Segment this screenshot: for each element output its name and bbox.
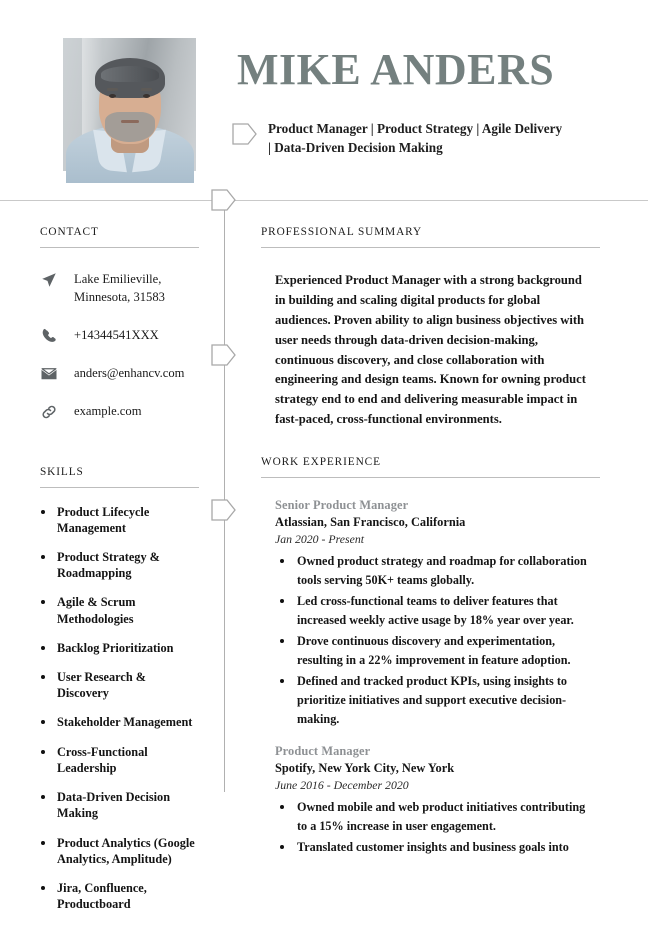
list-item: Stakeholder Management [40,714,199,730]
pentagon-marker-icon [232,123,257,145]
experience-entry [275,744,600,857]
skills-rule [40,487,199,488]
tagline: Product Manager | Product Strategy | Agile Delivery | Data-Driven Decision Making [268,121,563,155]
job-title: Senior Product Manager [275,498,409,513]
summary-rule [261,247,600,248]
job-company: Atlassian, San Francisco, California [275,515,466,530]
job-title: Product Manager [275,744,371,759]
list-item: Product Analytics (Google Analytics, Amplitude) [40,835,199,867]
contact-rule [40,247,199,248]
job-dates: Jan 2020 - Present [275,532,365,547]
contact-item-email[interactable] [40,364,199,383]
list-item: Defined and tracked product KPIs, using insights to prioritize initiatives and support executive decision-making. [275,672,595,728]
contact-phone-text: +14344541XXX [74,327,159,342]
job-bullets [275,798,600,857]
list-item: Led cross-functional teams to deliver features that increased weekly active usage by 18% year over year. [275,592,595,629]
list-item: User Research & Discovery [40,669,199,701]
right-column [225,200,648,873]
left-column [0,200,223,925]
skills-list [40,504,199,913]
job-company: Spotify, New York City, New York [275,761,455,776]
list-item: Cross-Functional Leadership [40,744,199,776]
portrait-photo [63,38,196,171]
contact-item-website[interactable] [40,402,199,421]
summary-section [225,200,648,430]
list-item: Owned product strategy and roadmap for collaboration tools serving 50K+ teams globally. [275,552,595,589]
job-dates: June 2016 - December 2020 [275,778,409,793]
experience-list [261,498,600,857]
experience-rule [261,477,600,478]
contact-item-phone[interactable] [40,326,199,345]
experience-section [225,430,648,857]
list-item: Agile & Scrum Methodologies [40,594,199,626]
list-item: Backlog Prioritization [40,640,199,656]
skills-heading: SKILLS [40,465,84,478]
resume-header [0,0,648,200]
skills-section [0,440,223,913]
contact-item-location [40,270,199,307]
list-item: Translated customer insights and business goals into [275,838,595,857]
phone-icon [40,327,58,345]
location-icon [40,271,58,289]
list-item: Drove continuous discovery and experimentation, resulting in a 22% improvement in feature adoption. [275,632,595,669]
list-item: Owned mobile and web product initiatives contributing to a 15% increase in user engagement. [275,798,595,835]
page-title: MIKE ANDERS [237,45,555,94]
summary-heading: PROFESSIONAL SUMMARY [261,226,423,238]
contact-location-text: Lake Emilieville, Minnesota, 31583 [74,272,165,305]
experience-heading: WORK EXPERIENCE [261,456,381,469]
list-item: Product Lifecycle Management [40,504,199,536]
contact-heading: CONTACT [40,226,99,238]
tagline-row [232,120,592,157]
experience-entry [275,498,600,728]
link-icon [40,403,58,421]
contact-website-text: example.com [74,403,142,418]
contact-list [40,270,199,421]
contact-section [0,200,223,421]
list-item: Jira, Confluence, Productboard [40,880,199,912]
avatar [63,38,196,171]
list-item: Data-Driven Decision Making [40,789,199,821]
email-icon [40,365,58,383]
summary-text: Experienced Product Manager with a strong background in building and scaling digital products for global audiences. Proven ability to align business objectives with user needs through data-driven decision-making, continuous discovery, and close collaboration with engineering and design teams. Known for owning product strategy end to end and delivering measurable impact in fast-paced, cross-functional environments. [275,273,586,427]
job-bullets [275,552,600,728]
contact-email-text: anders@enhancv.com [74,365,185,380]
list-item: Product Strategy & Roadmapping [40,549,199,581]
